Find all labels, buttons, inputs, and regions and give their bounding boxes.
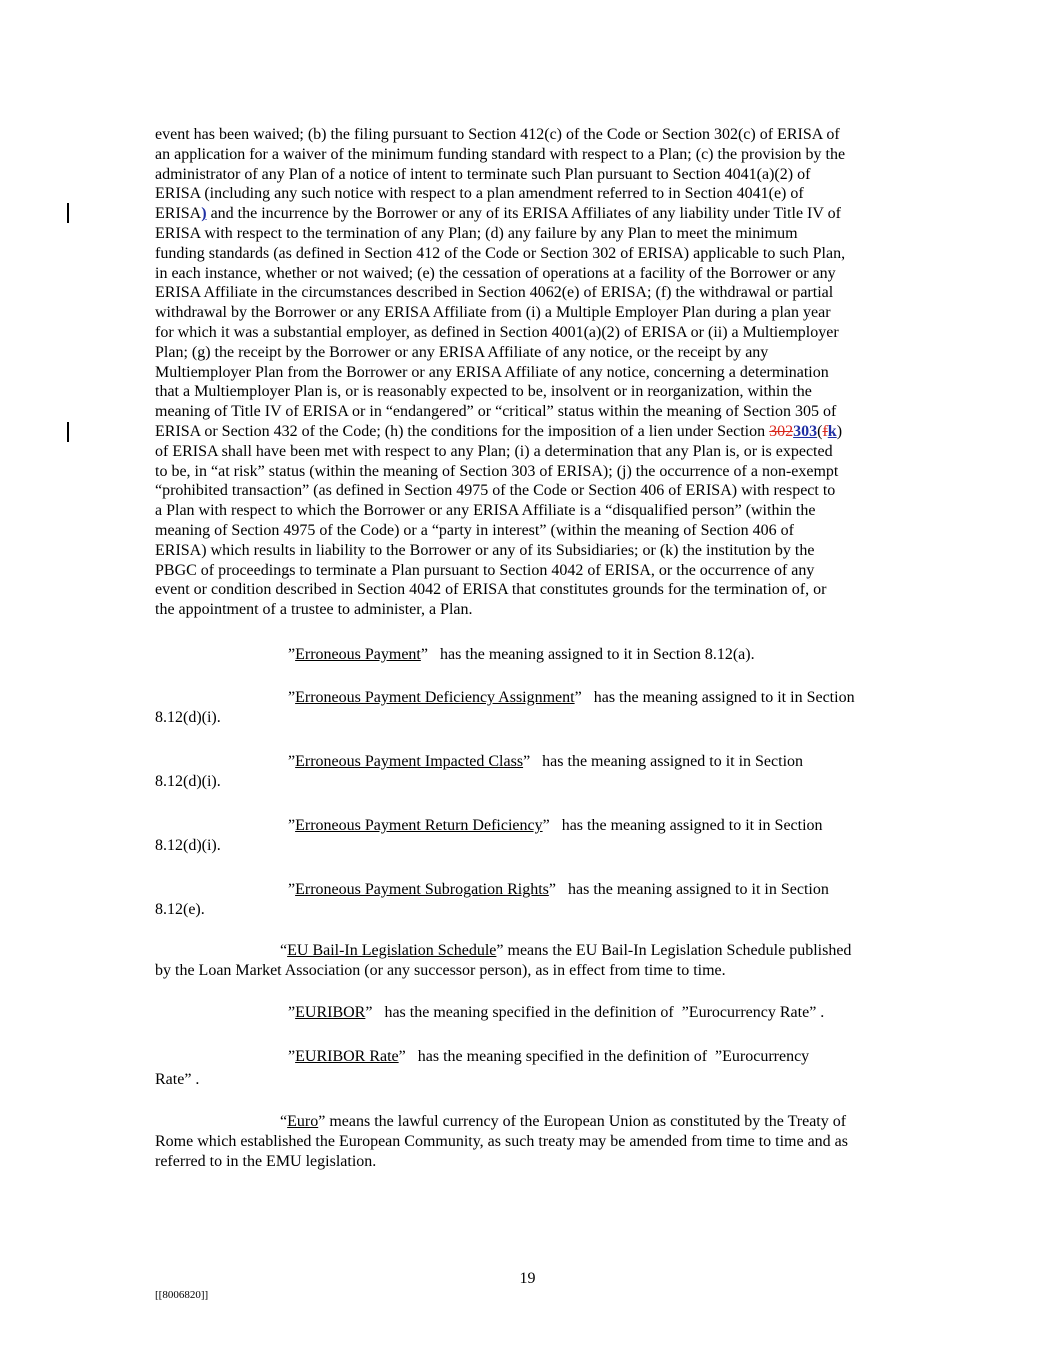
- definition-text: has the meaning specified in the definition of ”Eurocurrency Rate” .: [372, 1004, 825, 1021]
- definition-erroneous-payment-impacted-class: [155, 752, 901, 792]
- text-line: referred to in the EMU legislation.: [155, 1153, 377, 1170]
- text-line: ERISA (including any such notice with respect to a plan amendment referred to in Section 4041(e) of: [155, 185, 804, 203]
- text-line: withdrawal by the Borrower or any ERISA Affiliate from (i) a Multiple Employer Plan during a plan year: [155, 304, 831, 322]
- quote-mark: ”: [420, 646, 428, 663]
- quote-mark: ”: [288, 689, 296, 706]
- text-segment: and the incurrence by the Borrower or any of its ERISA Affiliates of any liability under Title IV of: [206, 205, 841, 223]
- text-segment: ERISA or Section 432 of the Code; (h) the conditions for the imposition of a lien under Section: [155, 422, 770, 440]
- text-line: Plan; (g) the receipt by the Borrower or any ERISA Affiliate of any notice, or the receipt by any: [155, 343, 769, 361]
- text-line: [155, 880, 901, 900]
- text-line: [155, 422, 901, 442]
- definition-text: has the meaning assigned to it in Section: [555, 881, 829, 898]
- inserted-text: k: [827, 422, 837, 440]
- text-line: [155, 941, 901, 961]
- defined-term: Erroneous Payment Impacted Class: [295, 753, 524, 770]
- quote-mark: ”: [523, 753, 531, 770]
- document-id: [[8006820]]: [155, 1289, 209, 1301]
- quote-mark: ”: [318, 1113, 326, 1130]
- text-line: an application for a waiver of the minimum funding standard with respect to a Plan; (c) the provision by the: [155, 145, 846, 163]
- definition-text: has the meaning assigned to it in Section: [549, 817, 823, 834]
- definition-euribor: [155, 1003, 901, 1023]
- text-line: 8.12(d)(i).: [155, 709, 221, 726]
- defined-term: Euro: [287, 1113, 319, 1130]
- text-line: administrator of any Plan of a notice of intent to terminate such Plan pursuant to Section 4041(a)(2) of: [155, 165, 811, 183]
- inserted-text: 303: [793, 422, 818, 440]
- text-line: [155, 688, 901, 708]
- text-line: PBGC of proceedings to terminate a Plan pursuant to Section 4042 of ERISA, or the occurrence of any: [155, 561, 815, 579]
- definition-text: has the meaning specified in the definition of ”Eurocurrency: [405, 1048, 810, 1065]
- quote-mark: ”: [365, 1004, 373, 1021]
- text-line: meaning of Section 4975 of the Code) or a “party in interest” (within the meaning of Section 406 of: [155, 521, 794, 539]
- quote-mark: ”: [496, 942, 504, 959]
- text-line: the appointment of a trustee to administer, a Plan.: [155, 601, 473, 619]
- text-line: ERISA) which results in liability to the Borrower or any of its Subsidiaries; or (k) the institution by the: [155, 541, 815, 559]
- quote-mark: ”: [288, 1004, 296, 1021]
- quote-mark: ”: [288, 817, 296, 834]
- defined-term: Erroneous Payment: [295, 646, 421, 663]
- defined-term: EURIBOR: [295, 1004, 366, 1021]
- definition-erroneous-payment-subrogation-rights: [155, 880, 901, 920]
- text-line: 8.12(e).: [155, 901, 205, 918]
- text-line: [155, 645, 901, 665]
- quote-mark: ”: [288, 1048, 296, 1065]
- text-line: by the Loan Market Association (or any successor person), as in effect from time to time.: [155, 962, 726, 979]
- defined-term: Erroneous Payment Deficiency Assignment: [295, 689, 575, 706]
- page-number: 19: [519, 1270, 536, 1287]
- erisa-event-paragraph: [155, 125, 901, 620]
- text-line: in each instance, whether or not waived; (e) the cessation of operations at a facility of the Borrower or any: [155, 264, 836, 282]
- definition-text: means the lawful currency of the European Union as constituted by the Treaty of: [325, 1113, 847, 1130]
- inserted-text: ): [201, 205, 207, 223]
- quote-mark: “: [280, 1113, 288, 1130]
- text-line: event or condition described in Section 4042 of ERISA that constitutes grounds for the termination of, or: [155, 581, 827, 599]
- text-line: for which it was a substantial employer, as defined in Section 4001(a)(2) of ERISA or (ii) a Multiemployer: [155, 323, 839, 341]
- quote-mark: ”: [548, 881, 556, 898]
- definition-text: has the meaning assigned to it in Section: [581, 689, 855, 706]
- quote-mark: ”: [542, 817, 550, 834]
- text-line: funding standards (as defined in Section 412 of the Code or Section 302 of ERISA) applicable to such Plan,: [155, 244, 846, 262]
- quote-mark: ”: [288, 753, 296, 770]
- definition-eu-bail-in-legislation-schedule: [155, 941, 901, 981]
- quote-mark: “: [280, 942, 288, 959]
- text-line: ERISA Affiliate in the circumstances described in Section 4062(e) of ERISA; (f) the withdrawal or partial: [155, 284, 834, 302]
- text-line: Multiemployer Plan from the Borrower or any ERISA Affiliate of any notice, concerning a determination: [155, 363, 829, 381]
- quote-mark: ”: [288, 646, 296, 663]
- definition-euro: [155, 1112, 901, 1172]
- definition-text: has the meaning assigned to it in Section: [530, 753, 804, 770]
- text-line: [155, 1047, 901, 1067]
- quote-mark: ”: [398, 1048, 406, 1065]
- defined-term: Erroneous Payment Subrogation Rights: [295, 881, 549, 898]
- text-line: event has been waived; (b) the filing pursuant to Section 412(c) of the Code or Section 302(c) of ERISA of: [155, 126, 840, 143]
- text-line: meaning of Title IV of ERISA or in “endangered” or “critical” status within the meaning of Section 305 of: [155, 403, 837, 421]
- text-segment: (: [817, 422, 823, 440]
- text-line: [155, 752, 901, 772]
- text-line: ERISA with respect to the termination of any Plan; (d) any failure by any Plan to meet the minimum: [155, 224, 798, 242]
- quote-mark: ”: [288, 881, 296, 898]
- text-line: that a Multiemployer Plan is, or is reasonably expected to be, insolvent or in reorganization, within the: [155, 383, 812, 401]
- text-segment: ): [836, 422, 843, 440]
- deleted-text: 302: [769, 422, 794, 440]
- text-line: [155, 1112, 901, 1132]
- text-line: Rate” .: [155, 1071, 200, 1088]
- text-line: 8.12(d)(i).: [155, 837, 221, 854]
- text-line: to be, in “at risk” status (within the meaning of Section 303 of ERISA); (j) the occurrence of a non-exempt: [155, 462, 839, 480]
- text-line: [155, 1003, 901, 1023]
- definition-text: has the meaning assigned to it in Section 8.12(a).: [427, 646, 755, 663]
- change-bar: [67, 422, 69, 442]
- text-line: a Plan with respect to which the Borrower or any ERISA Affiliate is a “disqualified person” (within the: [155, 502, 816, 520]
- text-segment: ERISA: [155, 205, 202, 223]
- text-line: of ERISA shall have been met with respect to any Plan; (i) a determination that any Plan is, or is expected: [155, 442, 833, 460]
- text-line: “prohibited transaction” (as defined in Section 4975 of the Code or Section 406 of ERISA) with respect to: [155, 482, 836, 500]
- text-line: Rome which established the European Community, as such treaty may be amended from time to time and as: [155, 1133, 849, 1150]
- defined-term: EU Bail-In Legislation Schedule: [287, 942, 497, 959]
- text-line: 8.12(d)(i).: [155, 773, 221, 790]
- quote-mark: ”: [574, 689, 582, 706]
- defined-term: EURIBOR Rate: [295, 1048, 399, 1065]
- text-line: [155, 816, 901, 836]
- definition-erroneous-payment: [155, 645, 901, 665]
- definition-text: means the EU Bail-In Legislation Schedule published: [503, 942, 852, 959]
- definition-euribor-rate: [155, 1047, 901, 1090]
- definition-erroneous-payment-return-deficiency: [155, 816, 901, 856]
- text-line: [155, 204, 901, 224]
- change-bar: [67, 203, 69, 223]
- definition-erroneous-payment-deficiency-assignment: [155, 688, 901, 728]
- deleted-text: f: [822, 422, 828, 440]
- defined-term: Erroneous Payment Return Deficiency: [295, 817, 543, 834]
